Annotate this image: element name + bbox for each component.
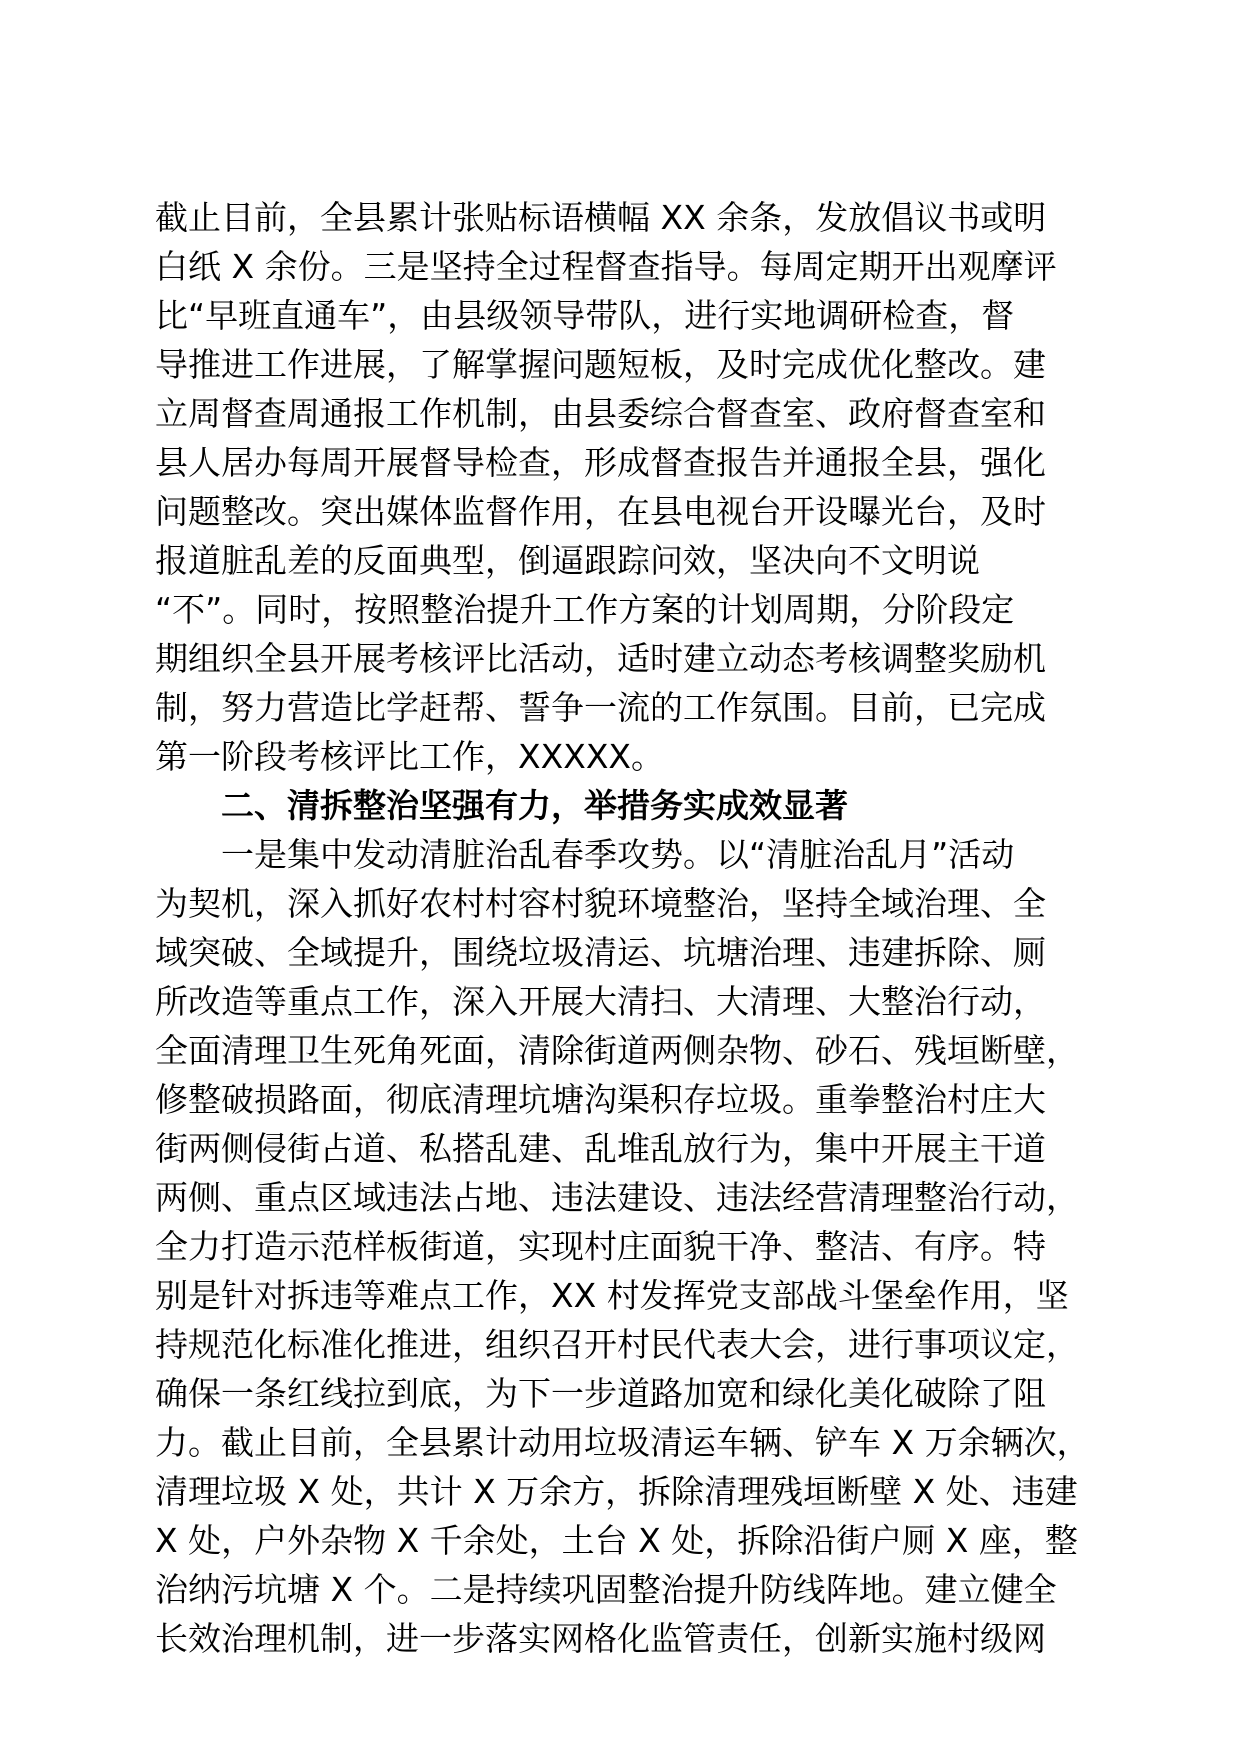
section-heading: 二、清拆整治坚强有力，举措务实成效显著 [221, 786, 848, 825]
body-line: 确保一条红线拉到底，为下一步道路加宽和绿化美化破除了阻 [155, 1374, 1046, 1413]
body-line: 制，努力营造比学赶帮、誓争一流的工作氛围。目前，已完成 [155, 688, 1046, 727]
document-body [155, 193, 1090, 1663]
body-line: 县人居办每周开展督导检查，形成督查报告并通报全县，强化 [155, 443, 1046, 482]
body-line: 截止目前，全县累计张贴标语横幅 XX 余条，发放倡议书或明 [155, 198, 1047, 237]
body-line: 街两侧侵街占道、私搭乱建、乱堆乱放行为，集中开展主干道 [155, 1129, 1046, 1168]
body-line: 清理垃圾 X 处，共计 X 万余方，拆除清理残垣断壁 X 处、违建 [155, 1472, 1078, 1511]
body-line: X 处，户外杂物 X 千余处，土台 X 处，拆除沿街户厕 X 座，整 [155, 1521, 1078, 1560]
body-line: 长效治理机制，进一步落实网格化监管责任，创新实施村级网 [155, 1619, 1046, 1658]
body-line: 期组织全县开展考核评比活动，适时建立动态考核调整奖励机 [155, 639, 1046, 678]
body-line: 为契机，深入抓好农村村容村貌环境整治，坚持全域治理、全 [155, 884, 1046, 923]
body-line: 治纳污坑塘 X 个。二是持续巩固整治提升防线阵地。建立健全 [155, 1570, 1057, 1609]
paragraph-first-line: 一是集中发动清脏治乱春季攻势。以“清脏治乱月”活动 [221, 835, 1015, 874]
body-line: 域突破、全域提升，围绕垃圾清运、坑塘治理、违建拆除、厕 [155, 933, 1046, 972]
body-line: 比“早班直通车”，由县级领导带队，进行实地调研检查，督 [155, 296, 1015, 335]
body-line: 立周督查周通报工作机制，由县委综合督查室、政府督查室和 [155, 394, 1046, 433]
body-line: 第一阶段考核评比工作，XXXXX。 [155, 737, 665, 776]
body-line: 持规范化标准化推进，组织召开村民代表大会，进行事项议定， [155, 1325, 1079, 1364]
body-line: 全面清理卫生死角死面，清除街道两侧杂物、砂石、残垣断壁， [155, 1031, 1079, 1070]
body-line: 白纸 X 余份。三是坚持全过程督查指导。每周定期开出观摩评 [155, 247, 1057, 286]
body-line: 导推进工作进展，了解掌握问题短板，及时完成优化整改。建 [155, 345, 1046, 384]
body-line: 别是针对拆违等难点工作，XX 村发挥党支部战斗堡垒作用，坚 [155, 1276, 1069, 1315]
body-line: 修整破损路面，彻底清理坑塘沟渠积存垃圾。重拳整治村庄大 [155, 1080, 1046, 1119]
body-line: 全力打造示范样板街道，实现村庄面貌干净、整洁、有序。特 [155, 1227, 1046, 1266]
body-line: 问题整改。突出媒体监督作用，在县电视台开设曝光台，及时 [155, 492, 1046, 531]
body-line: 力。截止目前，全县累计动用垃圾清运车辆、铲车 X 万余辆次， [155, 1423, 1090, 1462]
body-line: “不”。同时，按照整治提升工作方案的计划周期，分阶段定 [155, 590, 1015, 629]
body-line: 两侧、重点区域违法占地、违法建设、违法经营清理整治行动， [155, 1178, 1079, 1217]
body-line: 报道脏乱差的反面典型，倒逼跟踪问效，坚决向不文明说 [155, 541, 980, 580]
body-line: 所改造等重点工作，深入开展大清扫、大清理、大整治行动， [155, 982, 1046, 1021]
